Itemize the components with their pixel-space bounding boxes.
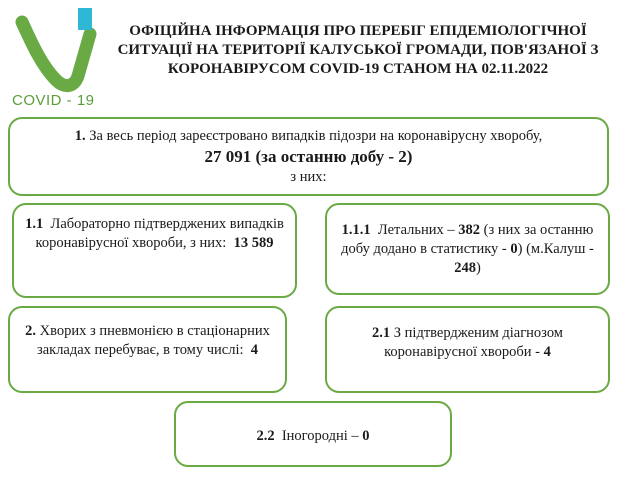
item-text: З підтвердженим діагнозом коронавірусної хвороби - — [384, 325, 563, 360]
item-number: 2. — [25, 323, 36, 339]
item-value: 4 — [543, 344, 551, 360]
item-text: Лабораторно підтверджених випадків коронавірусної хвороби, з них: — [35, 216, 284, 251]
item-text: ) — [475, 260, 481, 276]
covid-logo — [8, 4, 108, 112]
item-tail: з них: — [290, 169, 327, 185]
item-value: 13 589 — [233, 235, 274, 251]
item-number: 1. — [74, 128, 86, 144]
item-number: 2.2 — [256, 428, 275, 444]
item-text: Хворих з пневмонією в стаціонарних закладах перебуває, в тому числі: — [36, 323, 270, 358]
item-value: 27 091 (за останню добу - 2) — [204, 147, 413, 166]
box-nonresidents — [174, 401, 452, 467]
item-value: 0 — [510, 241, 518, 257]
box-confirmed-cases — [12, 203, 297, 298]
item-text: Летальних – — [377, 222, 455, 238]
item-text: (з них за останню добу додано в статистику - — [341, 222, 594, 257]
item-number: 2.1 — [372, 325, 391, 341]
item-text: За весь період зареєстровано випадків підозри на коронавірусну хворобу, — [89, 128, 543, 144]
page-title: ОФІЦІЙНА ІНФОРМАЦІЯ ПРО ПЕРЕБІГ ЕПІДЕМІОЛОГІЧНОЇ СИТУАЦІЇ НА ТЕРИТОРІЇ КАЛУСЬКОЇ ГРОМАДИ, ПОВ'ЯЗАНОЇ З КОРОНАВІРУСОМ COVID-19 СТАНОМ НА 02.11.2022 — [117, 23, 599, 77]
item-number: 1.1 — [25, 216, 44, 232]
logo-text: COVID - 19 — [12, 92, 95, 109]
item-text: Іногородні – — [281, 428, 359, 444]
box-deaths — [325, 203, 610, 295]
covid-v-icon — [8, 4, 108, 94]
item-value: 0 — [362, 428, 370, 444]
item-value: 382 — [458, 222, 481, 238]
item-number: 1.1.1 — [341, 222, 371, 238]
item-text: ) (м.Калуш - — [517, 241, 594, 257]
item-value: 248 — [454, 260, 476, 276]
item-value: 4 — [250, 342, 258, 358]
box-confirmed-diagnosis — [325, 306, 610, 393]
box-suspected-cases — [8, 117, 609, 196]
box-pneumonia-patients — [8, 306, 287, 393]
